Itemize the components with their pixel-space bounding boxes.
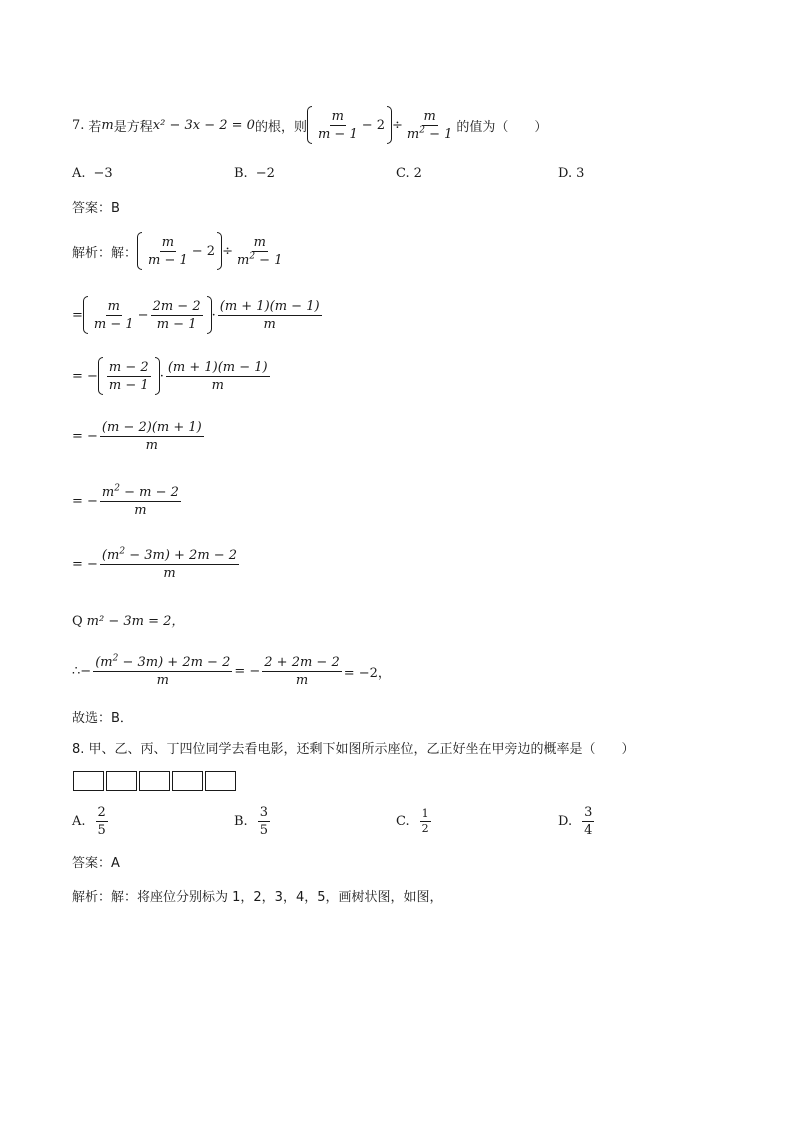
q7-analysis-step-1: 解析：解： $\frac{m}{m - 1}$ − 2 ÷ $\frac{m}{m^2 - 1}$ xyxy=(72,232,286,270)
q7-option-a: A. −3 xyxy=(72,166,113,181)
q8-option-d: D. $\frac{3}{4}$ xyxy=(558,805,593,838)
q8-option-b: B. $\frac{3}{5}$ xyxy=(234,805,268,838)
q7-number: 7. xyxy=(72,117,85,133)
q7-stem: 7. 若 m 是方程 x² − 3x − 2 = 0 的根，则 $\frac{m}{m - 1}$ − 2 ÷ $\frac{m}{m^2 - 1}$ 的值为（ ） xyxy=(72,106,547,144)
q8-answer: 答案：A xyxy=(72,856,120,871)
q7-analysis-step-5: = − $\frac{m^2 - m - 2}{m}$ xyxy=(72,483,179,518)
q7-given: Q m² − 3m = 2， xyxy=(72,614,185,629)
q7-conclusion: 故选：B． xyxy=(72,711,133,726)
q7-option-b: B. −2 xyxy=(234,166,275,181)
q7-analysis-step-6: = − $\frac{(m^2 - 3m) + 2m - 2}{m}$ xyxy=(72,546,238,581)
seat-3 xyxy=(139,771,170,791)
seat-4 xyxy=(172,771,203,791)
q7-expression: $\frac{m}{m - 1}$ − 2 xyxy=(307,106,392,144)
q7-option-d: D. 3 xyxy=(558,166,585,181)
seat-5 xyxy=(205,771,236,791)
q8-seat-row xyxy=(73,771,238,791)
seat-1 xyxy=(73,771,104,791)
q8-option-a: A. $\frac{2}{5}$ xyxy=(72,805,106,838)
q7-analysis-step-4: = − $\frac{(m - 2)(m + 1)}{m}$ xyxy=(72,420,202,453)
q8-option-c: C. $\frac{1}{2}$ xyxy=(396,807,429,835)
seat-2 xyxy=(106,771,137,791)
q7-answer: 答案：B xyxy=(72,201,120,216)
q7-analysis-step-3: = − $\frac{m - 2}{m - 1}$ · $\frac{(m + 1)(m - 1)}{m}$ xyxy=(72,357,272,395)
q7-analysis-step-2: = $\frac{m}{m - 1}$ − $\frac{2m - 2}{m - 1}$ · $\frac{(m + 1)(m - 1)}{m}$ xyxy=(72,296,324,334)
q8-stem: 8. 甲、乙、丙、丁四位同学去看电影，还剩下如图所示座位，乙正好坐在甲旁边的概率是（ ） xyxy=(72,742,635,757)
q7-equation: x² − 3x − 2 = 0 xyxy=(152,117,255,133)
q7-therefore: ∴ − $\frac{(m^2 - 3m) + 2m - 2}{m}$ = − $\frac{2 + 2m - 2}{m}$ = −2， xyxy=(72,653,391,688)
q7-option-c: C. 2 xyxy=(396,166,422,181)
q8-analysis: 解析：解：将座位分别标为 1，2，3，4，5，画树状图，如图， xyxy=(72,890,443,905)
